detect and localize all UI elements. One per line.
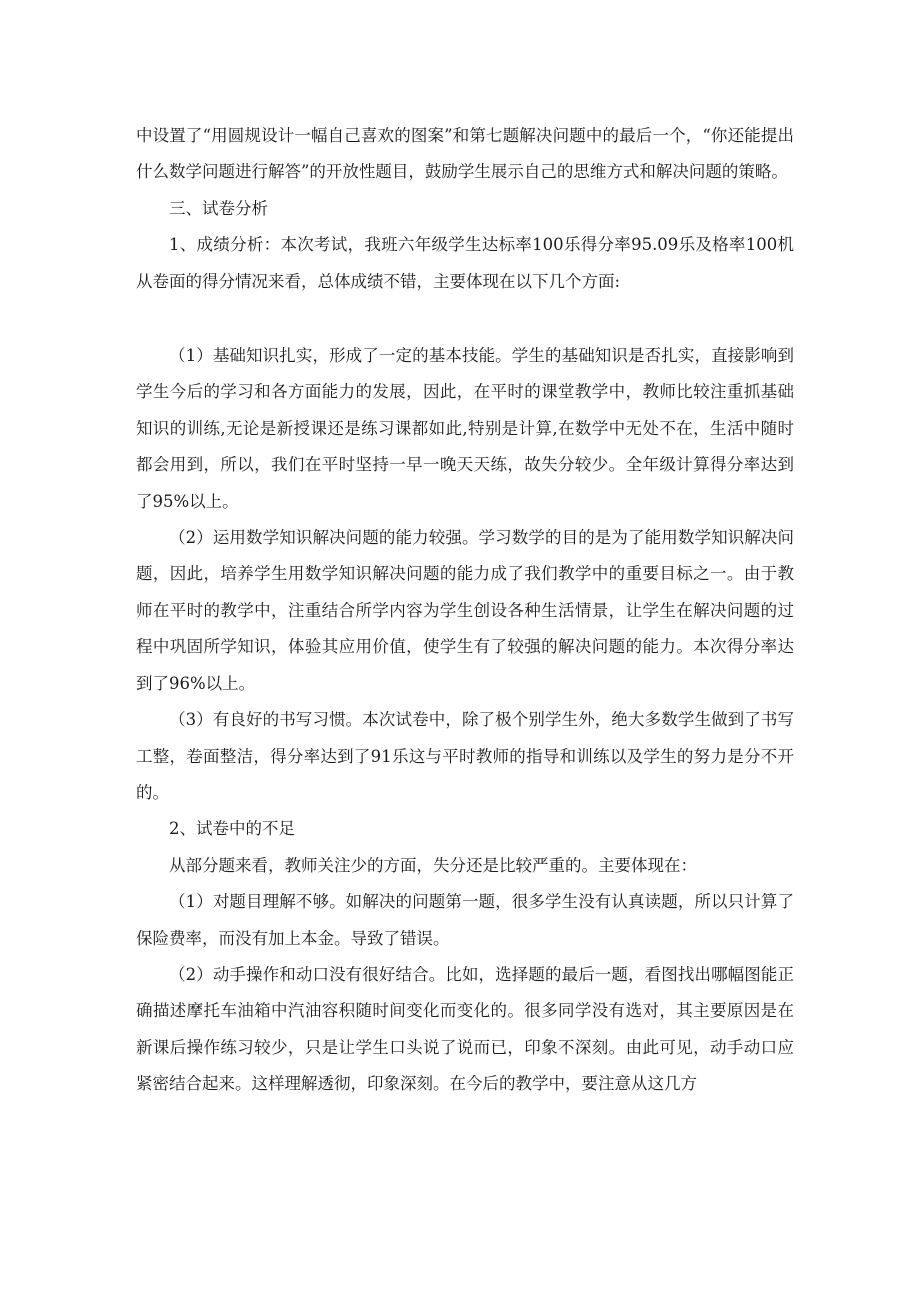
paragraph-basic-knowledge: （1）基础知识扎实，形成了一定的基本技能。学生的基础知识是否扎实，直接影响到学生今后的学习和各方面能力的发展，因此，在平时的课堂教学中，教师比较注重抓基础知识的训练,无论是新授课还是练习课都如此,特别是计算,在数学中无处不在，生活中随时都会用到，所以，我们在平时坚持一早一晚天天练，故失分较少。全年级计算得分率达到了95%以上。 [136,346,794,511]
document-body [136,118,794,1103]
section-heading-paper-analysis: 三、试卷分析 [169,198,268,218]
section-heading-shortcomings: 2、试卷中的不足 [169,819,295,839]
paragraph-open-questions: 中设置了“用圆规设计一幅自己喜欢的图案”和第七题解决问题中的最后一个，“你还能提出什么数学问题进行解答”的开放性题目，鼓励学生展示自己的思维方式和解决问题的策略。 [136,126,794,182]
paragraph-score-analysis: 1、成绩分析：本次考试，我班六年级学生达标率100乐得分率95.09乐及格率100机从卷面的得分情况来看，总体成绩不错，主要体现在以下几个方面: [136,235,794,291]
paragraph-shortcomings-intro: 从部分题来看，教师关注少的方面，失分还是比较严重的。主要体现在： [169,855,697,875]
paragraph-problem-solving: （2）运用数学知识解决问题的能力较强。学习数学的目的是为了能用数学知识解决问题，因此，培养学生用数学知识解决问题的能力成了我们教学中的重要目标之一。由于教师在平时的教学中，注重结合所学内容为学生创设各种生活情景，让学生在解决问题的过程中巩固所学知识，体验其应用价值，使学生有了较强的解决问题的能力。本次得分率达到了96%以上。 [136,528,794,693]
paragraph-hands-on: （2）动手操作和动口没有很好结合。比如，选择题的最后一题，看图找出哪幅图能正确描述摩托车油箱中汽油容积随时间变化而变化的。很多同学没有选对，其主要原因是在新课后操作练习较少，只是让学生口头说了说而已，印象不深刻。由此可见，动手动口应紧密结合起来。这样理解透彻，印象深刻。在今后的教学中，要注意从这几方 [136,964,794,1094]
paragraph-writing-habits: （3）有良好的书写习惯。本次试卷中，除了极个别学生外，绝大多数学生做到了书写工整，卷面整洁，得分率达到了91乐这与平时教师的指导和训练以及学生的努力是分不开的。 [136,710,794,802]
paragraph-comprehension: （1）对题目理解不够。如解决的问题第一题，很多学生没有认真读题，所以只计算了保险费率，而没有加上本金。导致了错误。 [136,892,794,948]
